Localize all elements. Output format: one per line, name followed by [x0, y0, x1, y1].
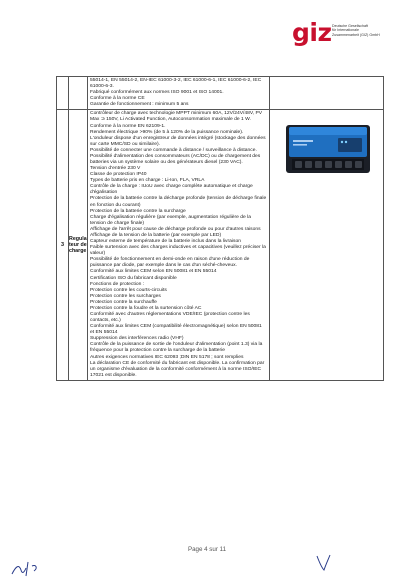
- handwritten-signature: [10, 556, 50, 580]
- spec-text: 55014-1, EN 55014-2, EN-IEC 61000-3-2, IEC 61000-6-1, IEC 61000-6-2, IEC 61000-6-3. Fabriqué conformément aux normes ISO 9001 et ISO 14001. Conforme à la norme CE Garantie de fonctionnement : minimum 5 ans: [90, 78, 262, 108]
- spec-text: Contrôleur de charge avec technologie MPPT minimum 60A, 12V/24V/48V, PV Max :≥ 150V, Li Activated Function, Autoconsommation maximale de 1 W. Conforme à la norme EN 62109-1. Rendement électrique >90% (de 5 à 120% de la puissance nominale). L'onduleur dispose d'un enregistreur de données intégré (stockage des données sur carte MMC/SD ou similaire). Possibilité de connecter une commande à distance / surveillance à distance. Possibilité d'alimentation des consommateurs (AC/DC) ou de chargement des batteries via un système solaire ou des générateurs diesel (230 VAC). Tension d'entrée 230 V Classe de protection IP40 Types de batterie pris en charge : Li-Ion, FLA, VRLA Contrôle de la charge : IUoU avec charge complète automatique et charge d'égalisation Protection de la batterie contre la décharge profonde (tension de décharge finale en fonction du courant) Protection de la batterie contre la surcharge Charge d'égalisation régulière (par exemple, augmentation régulière de la tension de charge finale) Affichage de l'arrêt pour cause de décharge profonde ou pour d'autres raisons Affichage de la tension de la batterie (par exemple par LED) Capteur externe de température de la batterie inclus dans la livraison Faible surtension avec des charges inductives et capacitives (veuillez préciser la valeur) Possibilité de fonctionnement en demi-onde en raison d'une réduction de puissance par diode, par exemple dans le cas d'un séché-cheveux. Conformité aux limites CEM selon EN 50081 et EN 55014 Certification ISO du fabricant disponible Fonctions de protection : Protection contre les courts-circuits Protection contre les surcharges Protection contre la surchauffe Protection contre la foudre et la surtension côté AC Conformité avec d'autres réglementations VDE/IEC (protection contre les contacts, etc.) Conformité aux limites CEM (compatibilité électromagnétique) selon EN 50081 et EN 55014 Suppression des interférences radio (VHF) Contrôle de la puissance de sortie de l'onduleur d'alimentation (point 1.3) via la fréquence pour la protection contre la surcharge de la batterie Autres exigences normatives IEC 62093 ;DIN EN 5178 ; sont remplies La déclaration CE de conformité du fabricant est disponible. La confirmation par un organisme d'évaluation de la conformité conformément à la norme ISO/IEC 17021 est disponible.: [90, 111, 267, 378]
- product-image-cell: [270, 110, 384, 380]
- table-row-continued: [57, 77, 384, 110]
- giz-logo-text: [332, 24, 404, 37]
- charge-controller-image: [280, 122, 376, 178]
- spec-text-cell: [88, 77, 270, 110]
- giz-logo-line: Deutsche Gesellschaft: [332, 24, 368, 28]
- page-number: Page 4 sur 11: [187, 546, 227, 553]
- giz-logo: [292, 18, 402, 52]
- row-category: Regula teur de charge: [69, 110, 88, 380]
- giz-logo-line: für Internationale: [332, 28, 359, 33]
- specifications-table: [56, 76, 384, 381]
- handwritten-initial: [314, 552, 334, 574]
- image-cell: [270, 77, 384, 110]
- giz-logo-line: Zusammenarbeit (GIZ) GmbH: [332, 32, 380, 37]
- spec-text-cell: [88, 110, 270, 380]
- giz-logo-mark: giz: [292, 18, 332, 47]
- table-row-charge-controller: [57, 110, 384, 380]
- row-number: 3: [57, 110, 69, 380]
- row-number-cell: [57, 77, 69, 110]
- row-category-cell: [69, 77, 88, 110]
